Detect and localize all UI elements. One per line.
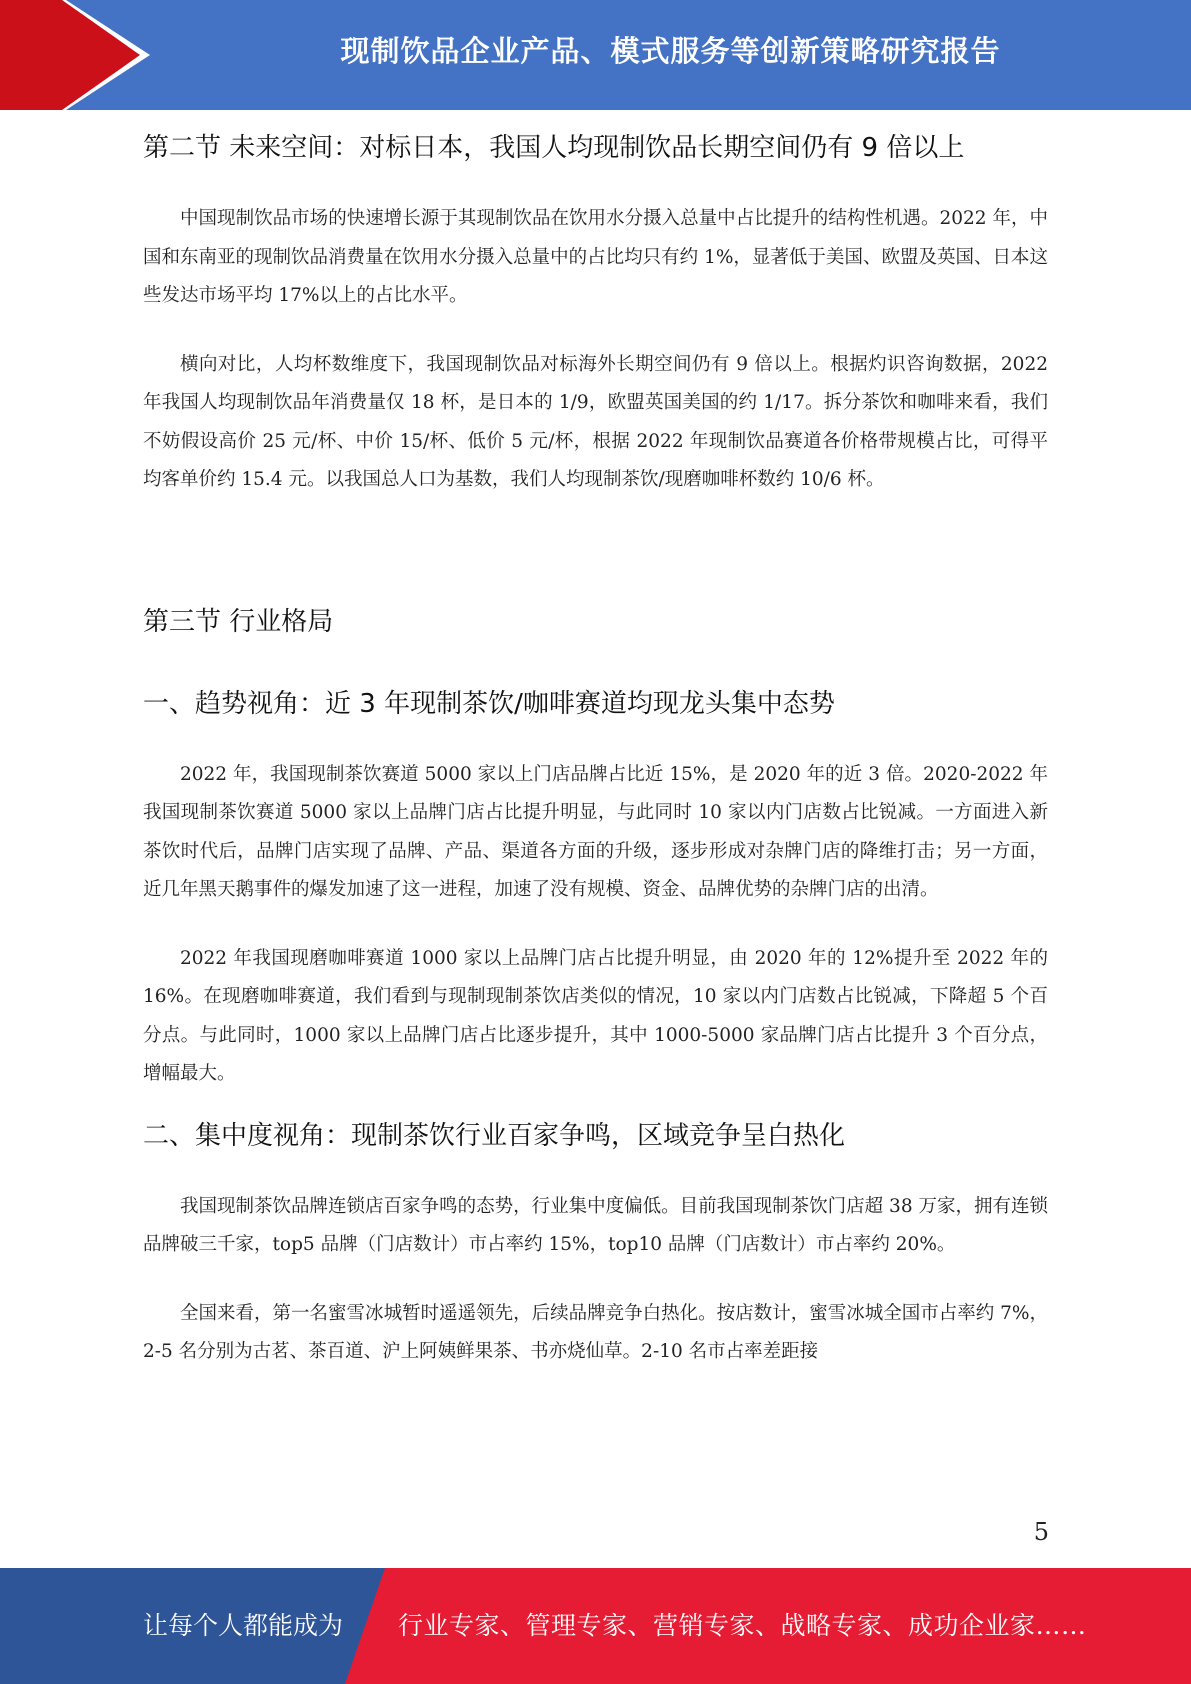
section-2-heading: 第二节 未来空间：对标日本，我国人均现制饮品长期空间仍有 9 倍以上 [143, 133, 965, 163]
section-2-paragraph-2: 横向对比，人均杯数维度下，我国现制饮品对标海外长期空间仍有 9 倍以上。根据灼识咨询数据，2022 年我国人均现制饮品年消费量仅 18 杯，是日本的 1/9，欧盟英国美国的约 1/17。拆分茶饮和咖啡来看，我们不妨假设高价 25 元/杯、中价 15/杯、低价 5 元/杯，根据 2022 年现制饮品赛道各价格带规模占比，可得平均客单价约 15.4 元。以我国总人口为基数，我们人均现制茶饮/现磨咖啡杯数约 10/6 杯。 [143, 353, 1048, 490]
footer-slogan-left: 让每个人都能成为 [143, 1611, 344, 1640]
footer-slogan-right: 行业专家、管理专家、营销专家、战略专家、成功企业家…… [398, 1611, 1087, 1640]
section-3-heading: 第三节 行业格局 [143, 606, 334, 637]
subsection-2-paragraph-2: 全国来看，第一名蜜雪冰城暂时遥遥领先，后续品牌竞争白热化。按店数计，蜜雪冰城全国市占率约 7%，2-5 名分别为古茗、茶百道、沪上阿姨鲜果茶、书亦烧仙草。2-10 名市占率差距接 [143, 1302, 1048, 1362]
report-title: 现制饮品企业产品、模式服务等创新策略研究报告 [340, 34, 1001, 68]
document-body [143, 128, 1048, 1372]
footer-banner [0, 1568, 1191, 1684]
subsection-1-heading: 一、趋势视角：近 3 年现制茶饮/咖啡赛道均现龙头集中态势 [143, 688, 835, 719]
subsection-2-paragraph-1: 我国现制茶饮品牌连锁店百家争鸣的态势，行业集中度偏低。目前我国现制茶饮门店超 38 万家，拥有连锁品牌破三千家，top5 品牌（门店数计）市占率约 15%，top10 品牌（门店数计）市占率约 20%。 [143, 1195, 1048, 1255]
subsection-1-paragraph-1: 2022 年，我国现制茶饮赛道 5000 家以上门店品牌占比近 15%，是 2020 年的近 3 倍。2020-2022 年我国现制茶饮赛道 5000 家以上品牌门店占比提升明显，与此同时 10 家以内门店数占比锐减。一方面进入新茶饮时代后，品牌门店实现了品牌、产品、渠道各方面的升级，逐步形成对杂牌门店的降维打击；另一方面，近几年黑天鹅事件的爆发加速了这一进程，加速了没有规模、资金、品牌优势的杂牌门店的出清。 [143, 763, 1048, 900]
subsection-2-heading: 二、集中度视角：现制茶饮行业百家争鸣，区域竞争呈白热化 [143, 1120, 846, 1151]
header-banner [0, 0, 1191, 110]
subsection-1-paragraph-2: 2022 年我国现磨咖啡赛道 1000 家以上品牌门店占比提升明显，由 2020 年的 12%提升至 2022 年的 16%。在现磨咖啡赛道，我们看到与现制现制茶饮店类似的情况，10 家以内门店数占比锐减，下降超 5 个百分点。与此同时，1000 家以上品牌门店占比逐步提升，其中 1000-5000 家品牌门店占比提升 3 个百分点，增幅最大。 [143, 947, 1048, 1084]
section-2-paragraph-1: 中国现制饮品市场的快速增长源于其现制饮品在饮用水分摄入总量中占比提升的结构性机遇。2022 年，中国和东南亚的现制饮品消费量在饮用水分摄入总量中的占比均只有约 1%，显著低于美国、欧盟及英国、日本这些发达市场平均 17%以上的占比水平。 [143, 208, 1048, 306]
page-number: 5 [1033, 1518, 1049, 1546]
